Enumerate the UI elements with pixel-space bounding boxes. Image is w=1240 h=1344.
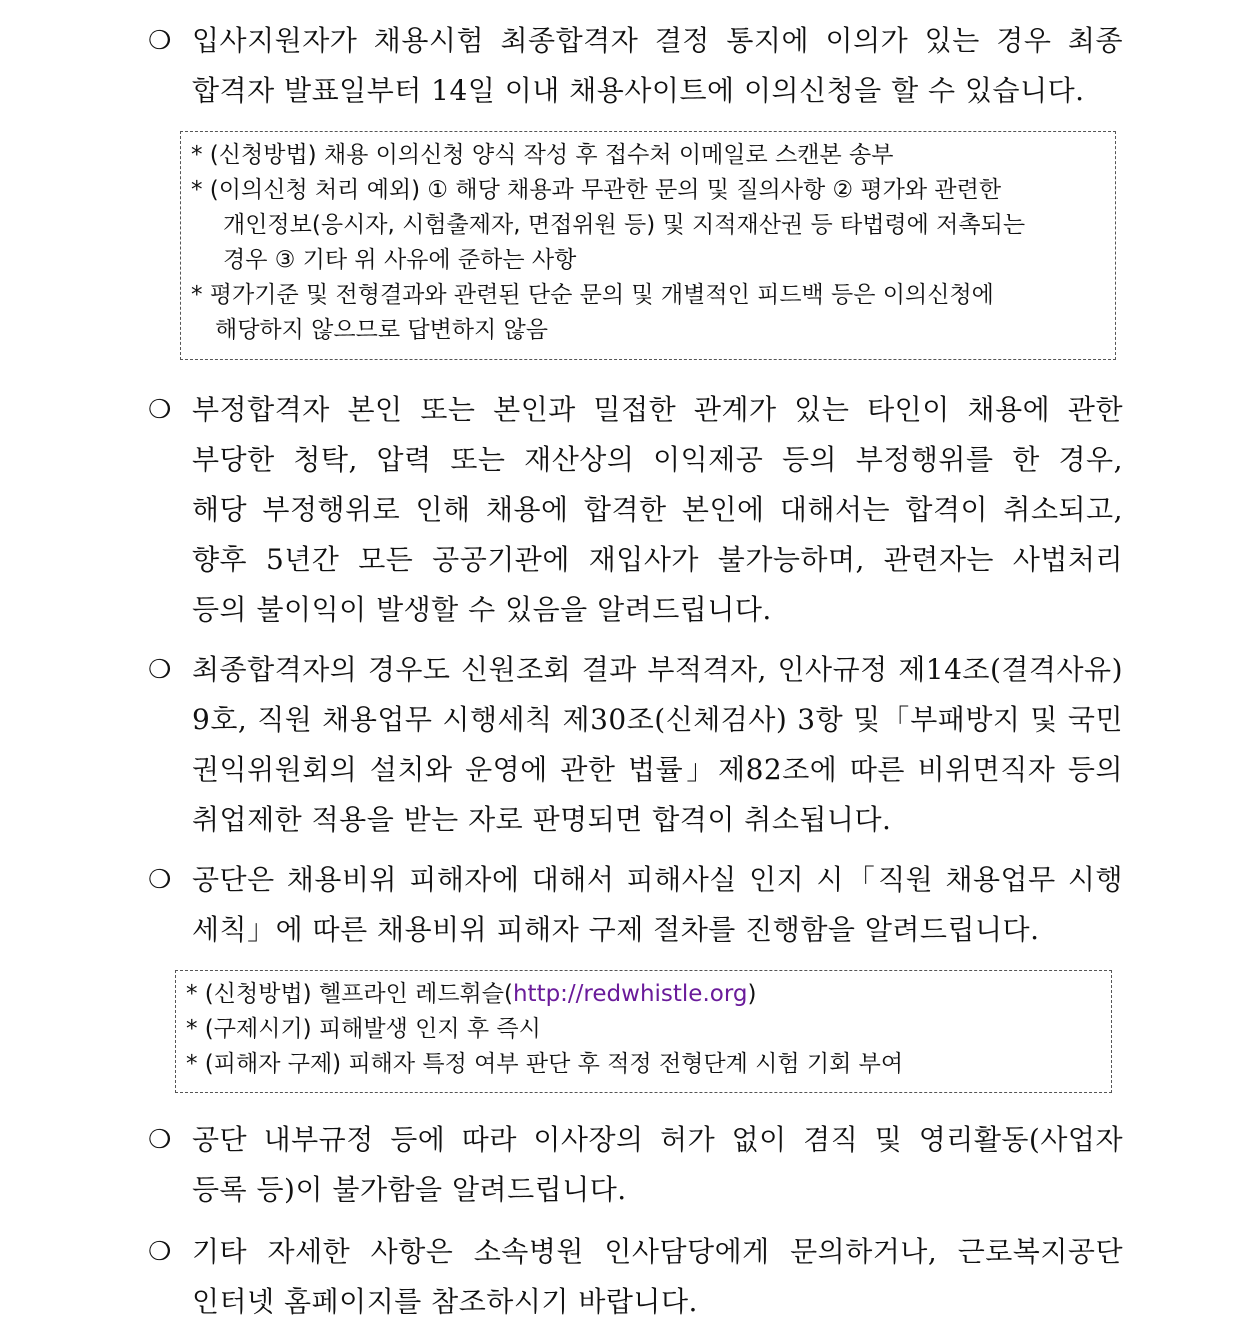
text-line: 합격자 발표일부터 14일 이내 채용사이트에 이의신청을 할 수 있습니다. [192,74,1085,107]
note-line: * (피해자 구제) 피해자 특정 여부 판단 후 적정 전형단계 시험 기회 부여 [186,1051,904,1077]
note-line [191,173,1103,278]
note-continuation: 해당하지 않으므로 답변하지 않음 [215,317,548,343]
bullet-icon: ❍ [148,1125,172,1155]
note-text: ) [747,981,757,1007]
appeal-notes-box [180,131,1116,360]
text-line: 공단 내부규정 등에 따라 이사장의 허가 없이 겸직 및 영리활동(사업자 [192,1123,1123,1156]
text-line: 최종합격자의 경우도 신원조회 결과 부적격자, 인사규정 제14조(결격사유) [192,653,1123,686]
text-line: 공단은 채용비위 피해자에 대해서 피해사실 인지 시「직원 채용업무 시행 [192,863,1123,896]
note-text: * (이의신청 처리 예외) ① 해당 채용과 무관한 문의 및 질의사항 ② 평가와 관련한 [191,177,1002,203]
note-line: * (구제시기) 피해발생 인지 후 즉시 [186,1016,541,1042]
text-line: 향후 5년간 모든 공공기관에 재입사가 불가능하며, 관련자는 사법처리 [192,543,1123,576]
text-line: 입사지원자가 채용시험 최종합격자 결정 통지에 이의가 있는 경우 최종 [192,24,1123,57]
notice-item-disqualification [148,645,1123,845]
note-text: * (신청방법) 헬프라인 레드휘슬( [186,981,513,1007]
text-line: 부당한 청탁, 압력 또는 재산상의 이익제공 등의 부정행위를 한 경우, [192,443,1123,476]
note-text: * 평가기준 및 전형결과와 관련된 단순 문의 및 개별적인 피드백 등은 이의신청에 [191,282,994,308]
bullet-icon: ❍ [148,655,172,685]
text-line: 인터넷 홈페이지를 참조하시기 바랍니다. [192,1285,698,1318]
note-continuation: 개인정보(응시자, 시험출제자, 면접위원 등) 및 지적재산권 등 타법령에 저촉되는 [223,212,1026,238]
text-line: 등록 등)이 불가함을 알려드립니다. [192,1173,627,1206]
text-line: 9호, 직원 채용업무 시행세칙 제30조(신체검사) 3항 및「부패방지 및 국민 [192,703,1123,736]
bullet-icon: ❍ [148,395,172,425]
text-line: 권익위원회의 설치와 운영에 관한 법률」제82조에 따른 비위면직자 등의 [192,753,1123,786]
bullet-icon: ❍ [148,26,172,56]
notice-item-fraud [148,385,1123,635]
note-line: * (신청방법) 채용 이의신청 양식 작성 후 접수처 이메일로 스캔본 송부 [191,142,894,168]
notice-item-appeal [148,16,1123,116]
notice-item-contact [148,1227,1123,1327]
text-line: 부정합격자 본인 또는 본인과 밀접한 관계가 있는 타인이 채용에 관한 [192,393,1123,426]
relief-notes-box [175,970,1112,1093]
bullet-icon: ❍ [148,865,172,895]
note-line [186,977,1099,1012]
note-continuation: 경우 ③ 기타 위 사유에 준하는 사항 [223,247,577,273]
notice-item-side-job [148,1115,1123,1215]
text-line: 취업제한 적용을 받는 자로 판명되면 합격이 취소됩니다. [192,803,892,836]
note-line [191,278,1103,348]
text-line: 해당 부정행위로 인해 채용에 합격한 본인에 대해서는 합격이 취소되고, [192,493,1123,526]
bullet-icon: ❍ [148,1237,172,1267]
text-line: 세칙」에 따른 채용비위 피해자 구제 절차를 진행함을 알려드립니다. [192,913,1040,946]
text-line: 기타 자세한 사항은 소속병원 인사담당에게 문의하거나, 근로복지공단 [192,1235,1123,1268]
redwhistle-link[interactable]: http://redwhistle.org [512,981,748,1007]
text-line: 등의 불이익이 발생할 수 있음을 알려드립니다. [192,593,772,626]
notice-item-victim-relief [148,855,1123,955]
